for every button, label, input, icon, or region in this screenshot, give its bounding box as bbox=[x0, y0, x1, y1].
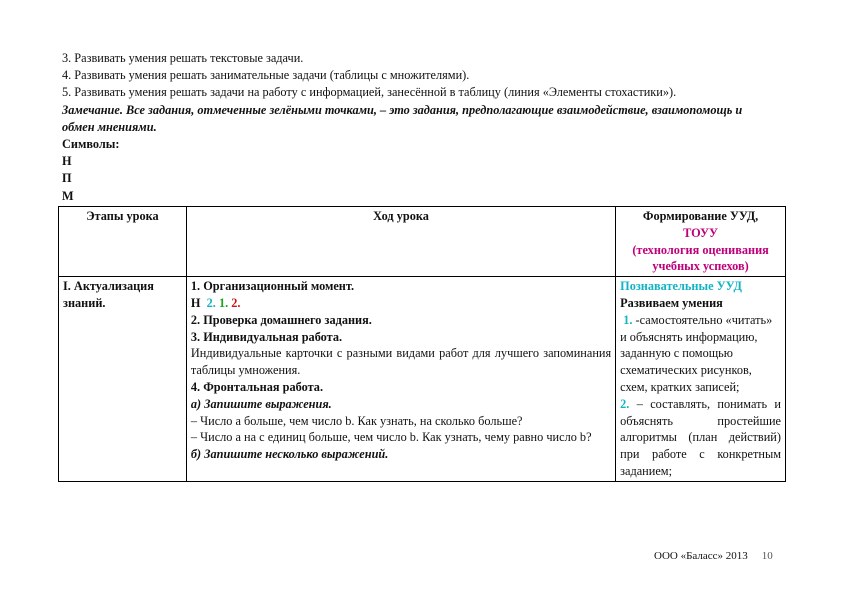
table-row bbox=[59, 277, 786, 482]
uud-skill-2 bbox=[620, 396, 781, 480]
item-cards: Индивидуальные карточки с разными видами работ для лучшего запоминания таблицы умножения. bbox=[190, 346, 612, 378]
uud-develop: Развиваем умения bbox=[620, 295, 723, 310]
item-homework: 2. Проверка домашнего задания. bbox=[190, 312, 372, 327]
task-b: б) Запишите несколько выражений. bbox=[190, 447, 389, 462]
header-stages-label: Этапы урока bbox=[86, 209, 159, 223]
page-number: 10 bbox=[761, 550, 773, 562]
header-progress-label: Ход урока bbox=[373, 209, 429, 223]
uud-skill-1 bbox=[620, 312, 781, 396]
item-frontal: 4. Фронтальная работа. bbox=[190, 379, 324, 394]
symbol-m: М bbox=[62, 188, 74, 203]
question-1: – Число a больше, чем число b. Как узнать, на сколько больше? bbox=[190, 413, 523, 428]
symbols-label: Символы: bbox=[62, 137, 120, 152]
uud-cell bbox=[616, 277, 786, 482]
marker-2-red: 2. bbox=[231, 295, 241, 310]
n-marker-line bbox=[191, 295, 611, 312]
progress-cell bbox=[186, 277, 615, 482]
item-individual: 3. Индивидуальная работа. bbox=[190, 329, 343, 344]
footer-org: ООО «Баласс» 2013 bbox=[654, 550, 748, 562]
header-uud-label: Формирование УУД, bbox=[642, 209, 759, 223]
symbol-n: Н bbox=[62, 154, 72, 169]
header-uud bbox=[616, 207, 786, 277]
marker-2-teal: 2. bbox=[206, 295, 216, 310]
skill-2-text: – составлять, понимать и объяснять простейшие алгоритмы (план действий) при работе с конкретным заданием; bbox=[620, 396, 781, 478]
symbol-p: П bbox=[62, 171, 72, 186]
note: Замечание. Все задания, отмеченные зелёными точками, – это задания, предполагающие взаимодействие, взаимопомощь и обмен мнениями. bbox=[62, 102, 743, 134]
goal-4: 4. Развивать умения решать занимательные задачи (таблицы с множителями). bbox=[62, 68, 470, 83]
lesson-table bbox=[58, 206, 786, 482]
stage-label: I. Актуализация знаний. bbox=[63, 279, 154, 310]
uud-title: Познавательные УУД bbox=[620, 279, 742, 294]
task-a: а) Запишите выражения. bbox=[190, 396, 332, 411]
goal-3: 3. Развивать умения решать текстовые задачи. bbox=[62, 51, 304, 65]
header-progress bbox=[186, 207, 615, 277]
goal-5: 5. Развивать умения решать задачи на работу с информацией, занесённой в таблицу (линия «Элементы стохастики»). bbox=[62, 85, 677, 100]
intro-block bbox=[62, 50, 782, 205]
stage-cell bbox=[59, 277, 187, 482]
skill-1-number: 1. bbox=[623, 312, 633, 327]
footer bbox=[654, 550, 773, 562]
question-2: – Число a на c единиц больше, чем число b. Как узнать, чему равно число b? bbox=[190, 430, 592, 445]
marker-1-green: 1. bbox=[218, 295, 229, 310]
header-touu-desc: (технология оценивания учебных успехов) bbox=[632, 242, 769, 274]
header-row bbox=[59, 207, 786, 277]
header-touu: ТОУУ bbox=[683, 225, 719, 240]
skill-1-text: -самостоятельно «читать» и объяснять информацию, заданную с помощью схематических рисунков, схем, кратких записей; bbox=[620, 312, 773, 394]
item-org: 1. Организационный момент. bbox=[190, 279, 355, 294]
n-letter: Н bbox=[190, 295, 201, 310]
header-stages bbox=[59, 207, 187, 277]
skill-2-number: 2. bbox=[620, 396, 630, 411]
